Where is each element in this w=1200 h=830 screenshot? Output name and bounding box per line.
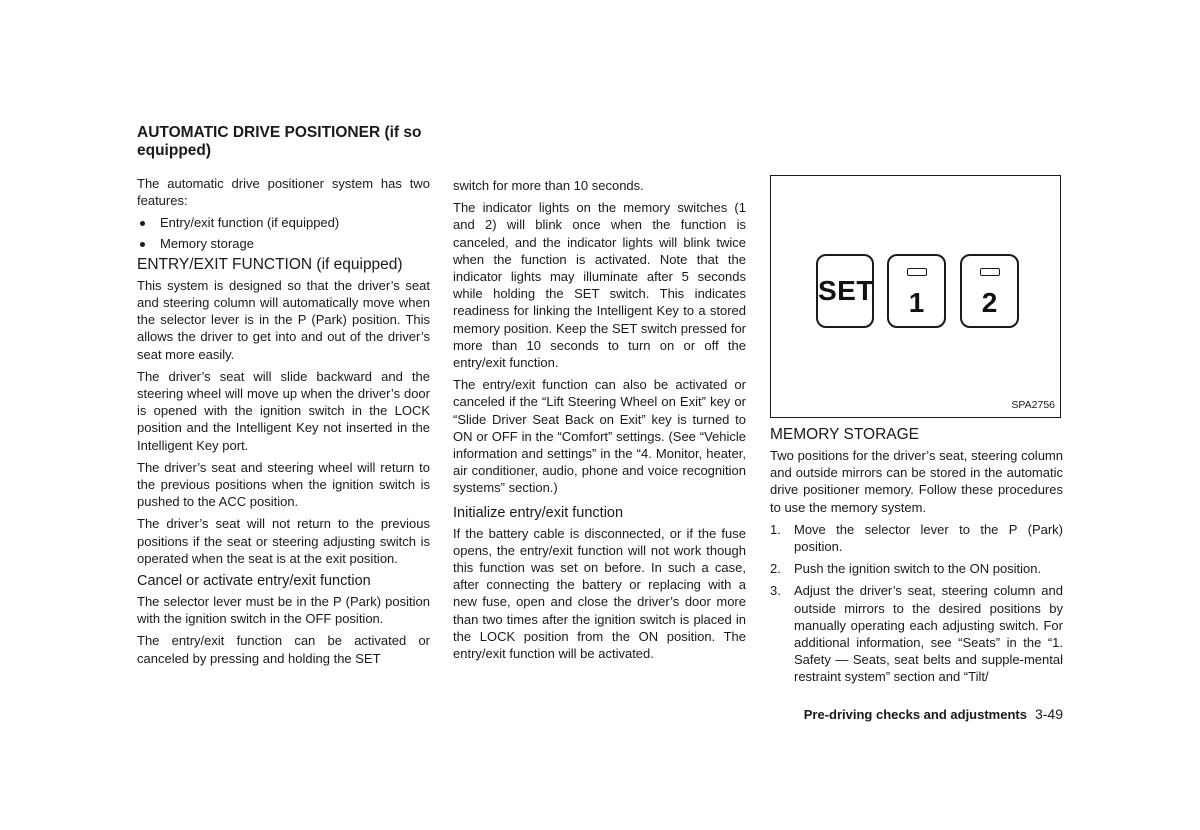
list-item: [770, 582, 1063, 685]
list-item-text: Entry/exit function (if equipped): [160, 215, 340, 231]
column-3: [770, 175, 1063, 691]
paragraph: The entry/exit function can be activated or canceled by pressing and holding the SET: [137, 633, 430, 666]
step-text: Push the ignition switch to the ON position.: [794, 561, 1042, 577]
paragraph: If the battery cable is disconnected, or if the fuse opens, the entry/exit function will not work though this function was set on before. In such a case, after connecting the battery or replacing with a new fuse, open and close the driver’s door more than two times after the ignition switch is placed in the LOCK position from the ON position. The entry/exit function will be activated.: [453, 525, 746, 662]
column-2: [453, 177, 746, 667]
memory-switch-figure: [770, 175, 1061, 418]
heading-cancel-activate: Cancel or activate entry/exit function: [137, 573, 371, 590]
heading-entry-exit: ENTRY/EXIT FUNCTION (if equipped): [137, 255, 403, 273]
bullet-icon: [140, 242, 145, 247]
paragraph: Two positions for the driver’s seat, steering column and outside mirrors can be stored in the automatic drive positioner memory. Follow these procedures to use the memory system.: [770, 448, 1063, 515]
heading-initialize: Initialize entry/exit function: [453, 504, 624, 521]
set-switch: [816, 254, 874, 328]
paragraph: The indicator lights on the memory switches (1 and 2) will blink once when the function is canceled, and the indicator lights will blink twice when the function is activated. Note that the indicator lights may illuminate after 5 seconds while holding the SET switch. This indicates readiness for linking the Intelligent Key to a stored memory position. Keep the SET switch pressed for more than 10 seconds to turn on or off the entry/exit function.: [453, 200, 746, 371]
bullet-icon: [140, 221, 145, 226]
paragraph: The selector lever must be in the P (Park) position with the ignition switch in the OFF position.: [137, 594, 430, 627]
step-text: Move the selector lever to the P (Park) position.: [794, 521, 1063, 555]
memory-switch-1-label: 1: [908, 287, 925, 318]
list-item-text: Memory storage: [160, 235, 254, 251]
page-number: 3-49: [1034, 706, 1063, 722]
features-list: [137, 214, 430, 251]
column-1: [137, 175, 430, 672]
memory-switch-2-label: 2: [981, 287, 998, 318]
paragraph: The driver’s seat will slide backward and the steering wheel will move up when the driver’s door is opened with the ignition switch in the LOCK position and the Intelligent Key not inserted in the Intelligent Key port.: [137, 368, 430, 453]
list-item: [137, 235, 430, 252]
page-title: AUTOMATIC DRIVE POSITIONER (if so equipped): [137, 124, 422, 159]
indicator-light-icon: [907, 268, 927, 276]
footer-section-title: Pre-driving checks and adjustments: [803, 707, 1027, 722]
page-footer: [804, 705, 1063, 724]
set-switch-label: SET: [818, 275, 874, 306]
paragraph: The driver’s seat and steering wheel will return to the previous positions when the ignition switch is pushed to the ACC position.: [137, 459, 430, 510]
step-number: 2.: [770, 561, 781, 577]
intro-paragraph: The automatic drive positioner system has two features:: [137, 176, 430, 209]
memory-switch-1: [887, 254, 946, 328]
list-item: [770, 560, 1063, 577]
figure-code: SPA2756: [1011, 399, 1055, 411]
list-item: [137, 214, 430, 231]
step-number: 1.: [770, 521, 781, 537]
step-text: Adjust the driver’s seat, steering column and outside mirrors to the desired positions by manually operating each adjusting switch. For additional information, see “Seats” in the “1. Safety — Seats, seat belts and supple-mental restraint system” section and “Tilt/: [794, 583, 1063, 685]
list-item: [770, 521, 1063, 555]
memory-switch-2: [960, 254, 1019, 328]
heading-memory-storage: MEMORY STORAGE: [770, 426, 920, 443]
paragraph: This system is designed so that the driver’s seat and steering column will automatically move when the selector lever is in the P (Park) position. This allows the driver to get into and out of the driver’s seat more easily.: [137, 277, 430, 362]
paragraph: The entry/exit function can also be activated or canceled if the “Lift Steering Wheel on Exit” key or “Slide Driver Seat Back on Exit” key is turned to ON or OFF in the “Comfort” settings. (See “Vehicle information and settings” in the “4. Monitor, heater, air conditioner, audio, phone and voice recognition systems” section.): [453, 377, 746, 496]
step-number: 3.: [770, 583, 781, 599]
steps-list: [770, 521, 1063, 686]
paragraph: The driver’s seat will not return to the previous positions if the seat or steering adjusting switch is operated when the seat is at the exit position.: [137, 516, 430, 566]
indicator-light-icon: [980, 268, 1000, 276]
paragraph: switch for more than 10 seconds.: [453, 178, 644, 193]
